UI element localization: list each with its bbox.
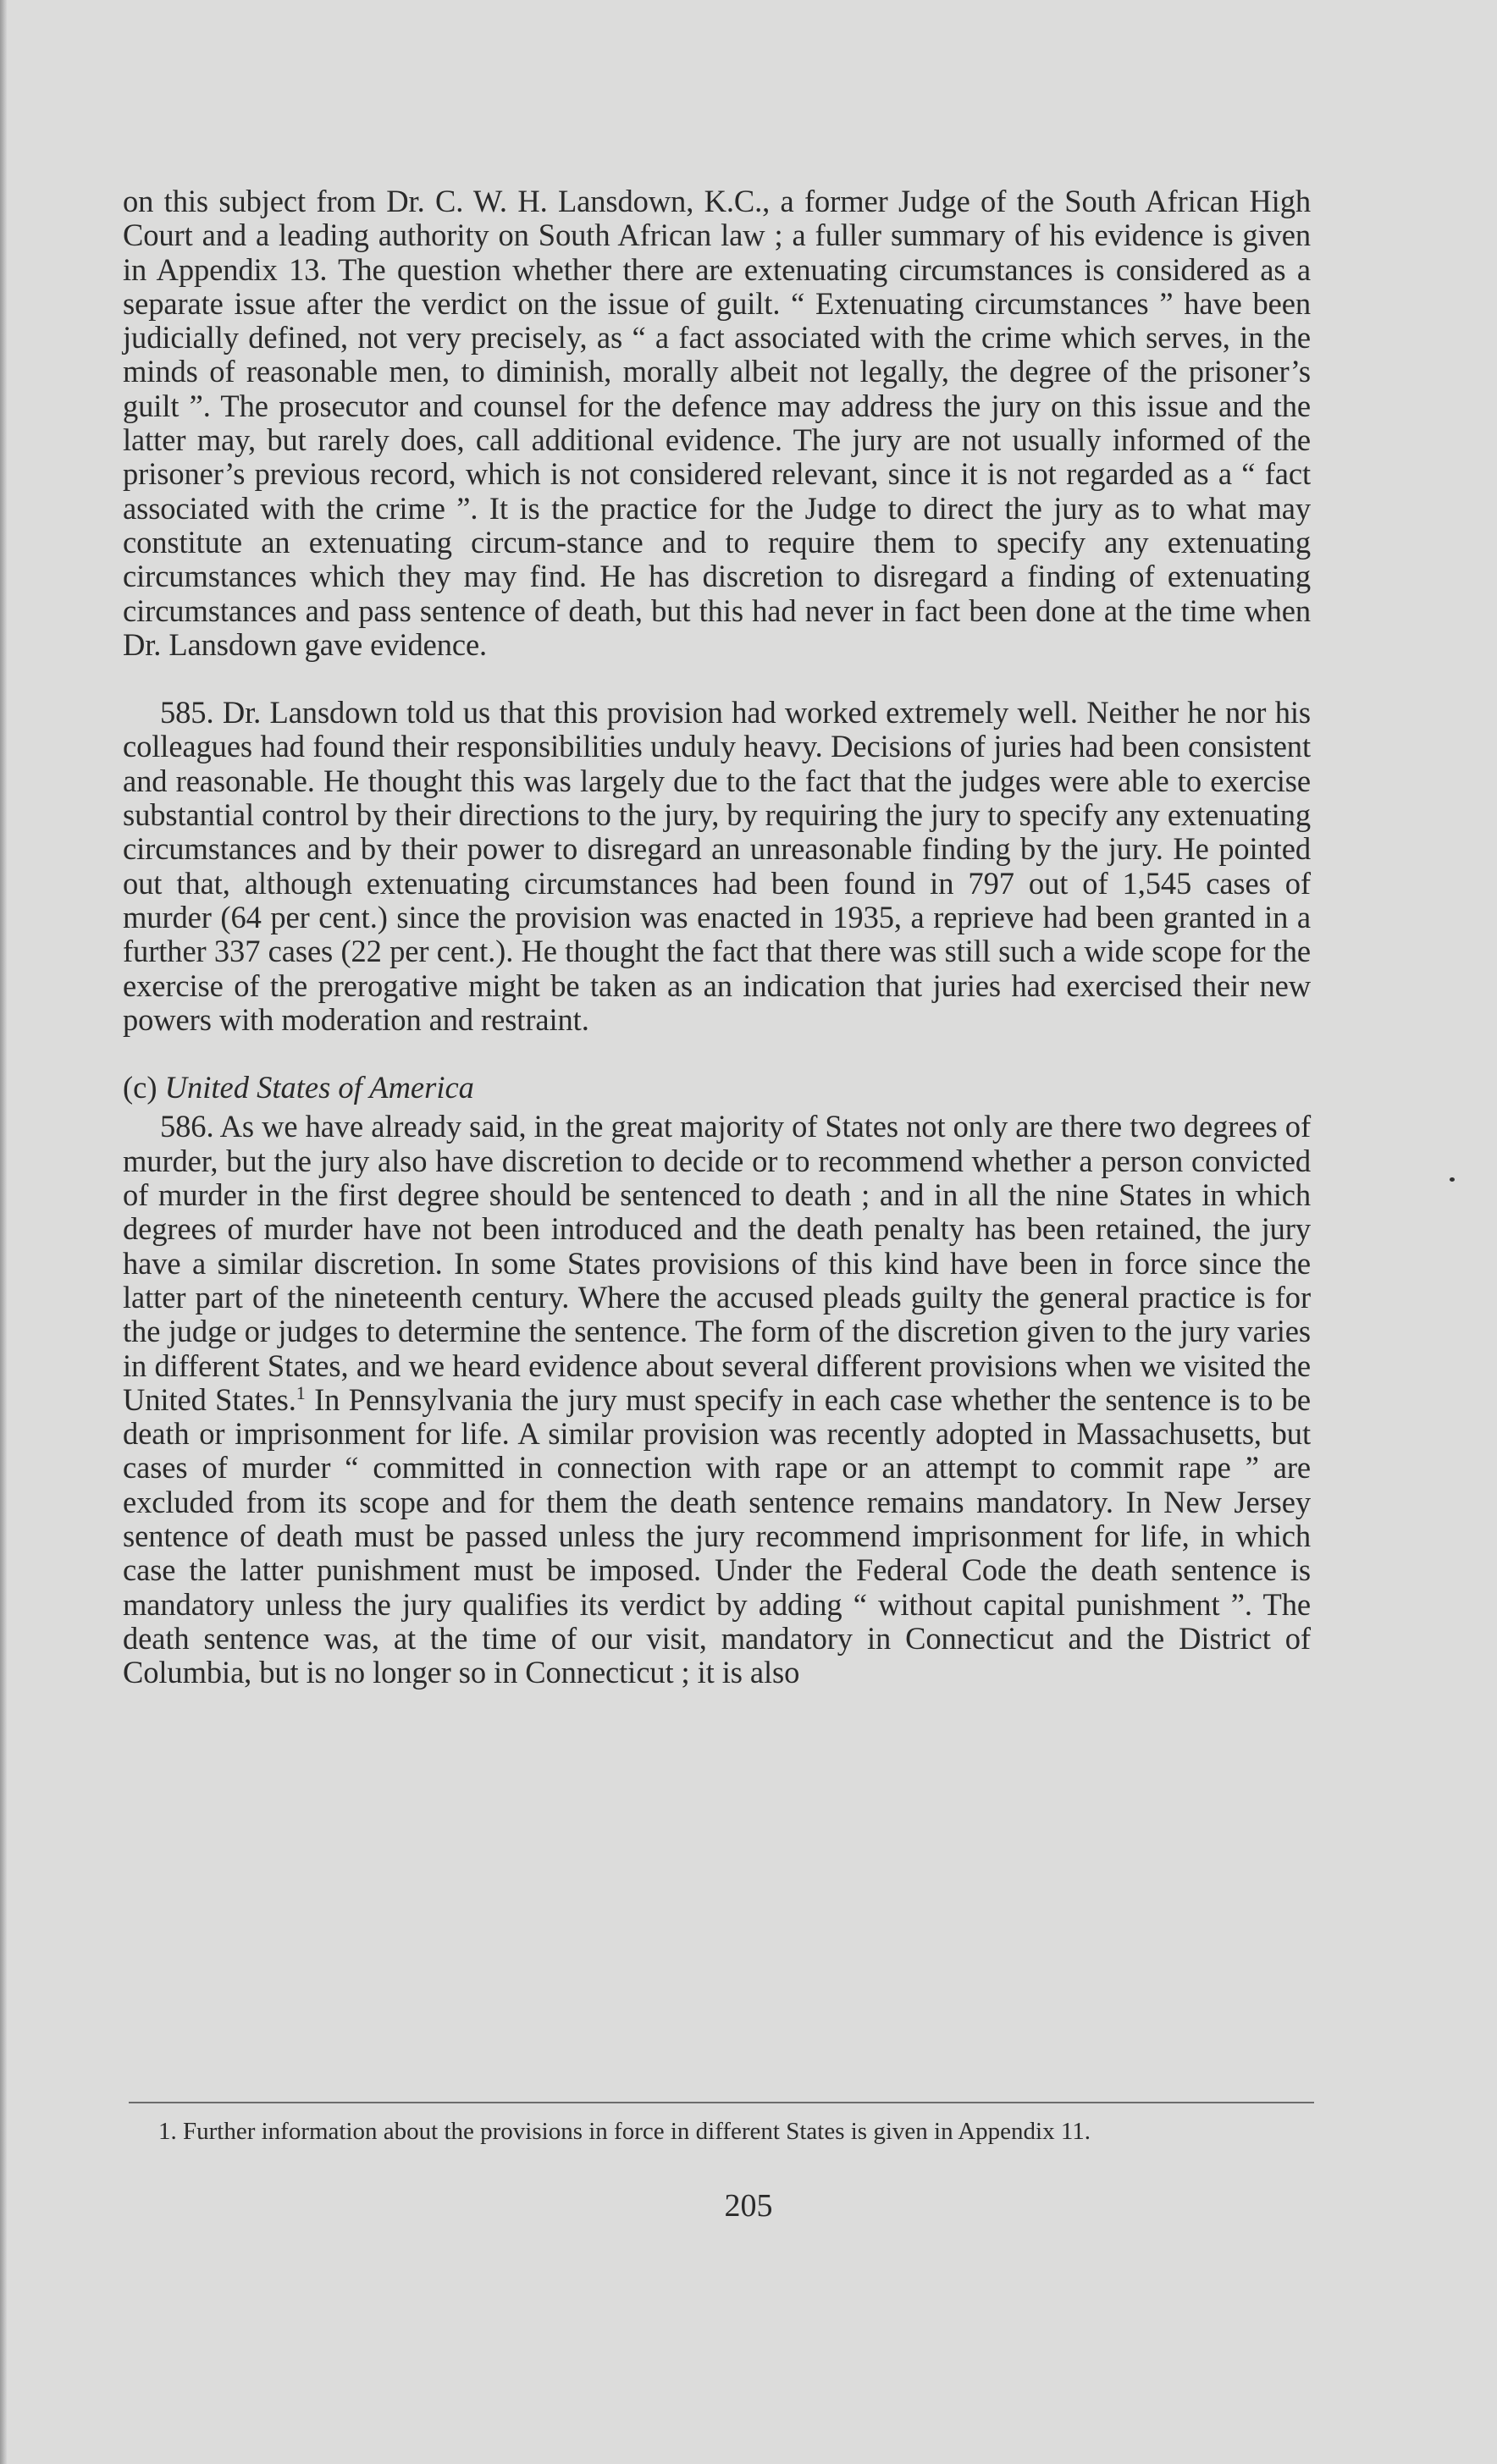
paragraph-586 (123, 1110, 1311, 1690)
paragraph-585: 585. Dr. Lansdown told us that this provision had worked extremely well. Neither he nor his colleagues had found their responsibilities unduly heavy. Decisions of juries had been consistent and reasonable. He thought this was largely due to the fact that the judges were able to exercise substantial control by their directions to the jury, by requiring the jury to specify any extenuating circumstances and by their power to disregard an unreasonable finding by the jury. He pointed out that, although extenuating circumstances had been found in 797 out of 1,545 cases of murder (64 per cent.) since the provision was enacted in 1935, a reprieve had been granted in a further 337 cases (22 per cent.). He thought the fact that there was still such a wide scope for the exercise of the prerogative might be taken as an indication that juries had exercised their new powers with moderation and restraint. (123, 695, 1311, 1037)
footnote-text: Further information about the provisions in force in different States is given in Appendix 11. (183, 2118, 1091, 2145)
footnote-divider (129, 2102, 1314, 2103)
paragraph-586-part2: In Pennsylvania the jury must specify in each case whether the sentence is to be death or imprisonment for life. A similar provision was recently adopted in Massachusetts, but cases of murder “ committed in connection with rape or an attempt to commit rape ” are excluded from its scope and for them the death sentence remains mandatory. In New Jersey sentence of death must be passed unless the jury recommend imprisonment for life, in which case the latter punishment must be imposed. Under the Federal Code the death sentence is mandatory unless the jury qualifies its verdict by adding “ without capital punishment ”. The death sentence was, at the time of our visit, mandatory in Connecticut and the District of Columbia, but is no longer so in Connecticut ; it is also (123, 1381, 1311, 1690)
paragraph-586-part1: 586. As we have already said, in the great majority of States not only are there two degrees of murder, but the jury also have discretion to decide or to recommend whether a person convicted of murder in the first degree should be sentenced to death ; and in all the nine States in which degrees of murder have not been introduced and the death penalty has been retained, the jury have a similar discretion. In some States provisions of this kind have been in force since the latter part of the nineteenth century. Where the accused pleads guilty the general practice is for the judge or judges to determine the sentence. The form of the discretion given to the jury varies in different States, and we heard evidence about several different provisions when we visited the United States. (123, 1109, 1311, 1417)
paragraph-gap (123, 662, 1311, 696)
footnote-number: 1. (158, 2118, 177, 2145)
print-speck (1450, 1177, 1455, 1182)
paragraph-584-continued: on this subject from Dr. C. W. H. Lansdown, K.C., a former Judge of the South African High Court and a leading authority on South African law ; a fuller summary of his evidence is given in Appendix 13. The question whether there are extenuating circumstances is considered as a separate issue after the verdict on the issue of guilt. “ Extenuating circumstances ” have been judicially defined, not very precisely, as “ a fact associated with the crime which serves, in the minds of reasonable men, to diminish, morally albeit not legally, the degree of the prisoner’s guilt ”. The prosecutor and counsel for the defence may address the jury on this issue and the latter may, but rarely does, call additional evidence. The jury are not usually informed of the prisoner’s previous record, which is not considered relevant, since it is not regarded as a “ fact associated with the crime ”. It is the practice for the Judge to direct the jury as to what may constitute an extenuating circum-stance and to require them to specify any extenuating circumstances which they may find. He has discretion to disregard a finding of extenuating circumstances and pass sentence of death, but this had never in fact been done at the time when Dr. Lansdown gave evidence. (123, 184, 1311, 662)
page-number: 205 (724, 2188, 773, 2224)
section-heading-title: United States of America (164, 1070, 474, 1105)
paragraph-gap (123, 1037, 1311, 1071)
section-heading-label: (c) (123, 1070, 157, 1105)
footnote-reference[interactable]: 1 (296, 1381, 306, 1403)
page-edge-shadow (0, 0, 7, 2464)
section-heading (123, 1071, 1311, 1105)
footnote (123, 2118, 1312, 2145)
page-body (123, 185, 1311, 1690)
